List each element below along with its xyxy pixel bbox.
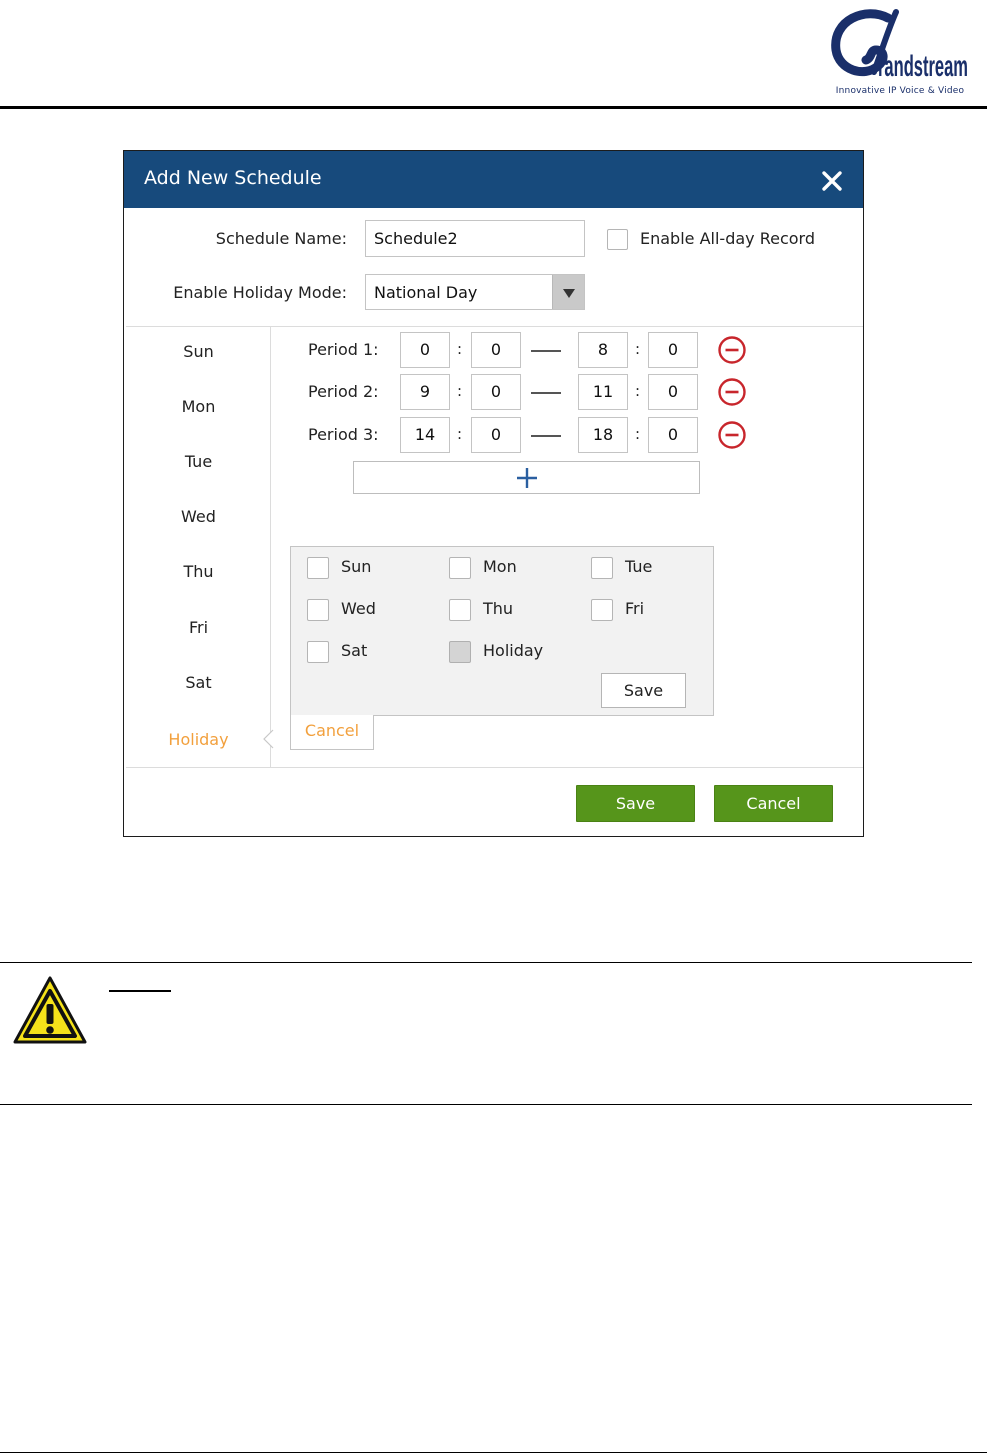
time-colon: : (457, 340, 463, 358)
close-icon[interactable] (821, 170, 843, 192)
copy-checkbox-fri[interactable] (591, 599, 613, 621)
period-3-start-minute[interactable]: 0 (471, 417, 521, 453)
period-2-end-hour[interactable]: 11 (578, 374, 628, 410)
copy-label-fri: Fri (625, 599, 645, 618)
warning-icon (12, 974, 88, 1046)
period-2-end-minute[interactable]: 0 (648, 374, 698, 410)
page-footer-divider (0, 1452, 987, 1453)
svg-text:randstream: randstream (878, 50, 968, 83)
day-tab-holiday[interactable]: Holiday (168, 730, 229, 749)
copy-cancel-button[interactable]: Cancel (290, 715, 374, 750)
holiday-mode-label: Enable Holiday Mode: (173, 283, 347, 302)
copy-save-button[interactable]: Save (601, 673, 686, 708)
period-3-end-minute[interactable]: 0 (648, 417, 698, 453)
day-tab-fri[interactable]: Fri (188, 618, 209, 637)
copy-label-sat: Sat (341, 641, 368, 660)
grandstream-logo-mark (826, 6, 974, 86)
dropdown-arrow-icon[interactable] (552, 275, 584, 309)
logo-tagline: Innovative IP Voice & Video (835, 86, 965, 96)
dialog-title: Add New Schedule (144, 167, 322, 189)
copy-label-mon: Mon (483, 557, 517, 576)
copy-label-wed: Wed (341, 599, 376, 618)
copy-label-thu: Thu (483, 599, 514, 618)
copy-checkbox-thu[interactable] (449, 599, 471, 621)
period-3-end-hour[interactable]: 18 (578, 417, 628, 453)
day-tab-sat[interactable]: Sat (185, 673, 212, 692)
copy-to-days-panel (290, 546, 714, 716)
dialog-titlebar (124, 151, 863, 208)
copy-checkbox-tue[interactable] (591, 557, 613, 579)
period-1-end-hour[interactable]: 8 (578, 332, 628, 368)
note-bottom-divider (0, 1104, 972, 1105)
plus-icon (516, 467, 538, 489)
note-top-divider (0, 962, 972, 963)
copy-label-holiday: Holiday (483, 641, 544, 660)
period-3-label: Period 3: (308, 425, 379, 444)
time-colon: : (457, 382, 463, 400)
copy-checkbox-sun[interactable] (307, 557, 329, 579)
cancel-button[interactable]: Cancel (714, 785, 833, 822)
holiday-mode-selected-value: National Day (374, 283, 478, 302)
period-1-start-hour[interactable]: 0 (400, 332, 450, 368)
day-tab-tue[interactable]: Tue (184, 452, 213, 471)
day-tab-thu[interactable]: Thu (183, 562, 214, 581)
schedule-name-label: Schedule Name: (215, 229, 347, 248)
add-new-schedule-dialog (123, 150, 864, 837)
time-colon: : (457, 425, 463, 443)
remove-period-3-icon[interactable] (717, 420, 747, 450)
all-day-record-label: Enable All-day Record (640, 229, 815, 248)
period-1-start-minute[interactable]: 0 (471, 332, 521, 368)
copy-checkbox-wed[interactable] (307, 599, 329, 621)
time-colon: : (635, 425, 641, 443)
all-day-record-checkbox[interactable] (607, 229, 628, 250)
holiday-mode-select[interactable] (365, 274, 585, 310)
copy-label-sun: Sun (341, 557, 372, 576)
day-tab-sun[interactable]: Sun (183, 342, 214, 361)
range-dash (531, 350, 561, 352)
day-list-divider (270, 327, 271, 767)
range-dash (531, 392, 561, 394)
copy-checkbox-mon[interactable] (449, 557, 471, 579)
remove-period-2-icon[interactable] (717, 377, 747, 407)
time-colon: : (635, 382, 641, 400)
grandstream-logo (826, 6, 974, 100)
form-divider (126, 326, 863, 327)
add-period-button[interactable] (353, 461, 700, 494)
footer-divider (126, 767, 863, 768)
copy-label-tue: Tue (625, 557, 653, 576)
day-tab-wed[interactable]: Wed (181, 507, 216, 526)
period-2-start-hour[interactable]: 9 (400, 374, 450, 410)
save-button[interactable]: Save (576, 785, 695, 822)
header-divider (0, 106, 987, 109)
note-heading-underline (109, 968, 171, 992)
copy-checkbox-sat[interactable] (307, 641, 329, 663)
period-1-label: Period 1: (308, 340, 379, 359)
period-2-label: Period 2: (308, 382, 379, 401)
range-dash (531, 435, 561, 437)
period-3-start-hour[interactable]: 14 (400, 417, 450, 453)
remove-period-1-icon[interactable] (717, 335, 747, 365)
schedule-name-input[interactable]: Schedule2 (365, 220, 585, 257)
copy-checkbox-holiday[interactable] (449, 641, 471, 663)
period-1-end-minute[interactable]: 0 (648, 332, 698, 368)
time-colon: : (635, 340, 641, 358)
period-2-start-minute[interactable]: 0 (471, 374, 521, 410)
active-tab-pointer-icon (262, 729, 274, 749)
day-tab-mon[interactable]: Mon (181, 397, 216, 416)
